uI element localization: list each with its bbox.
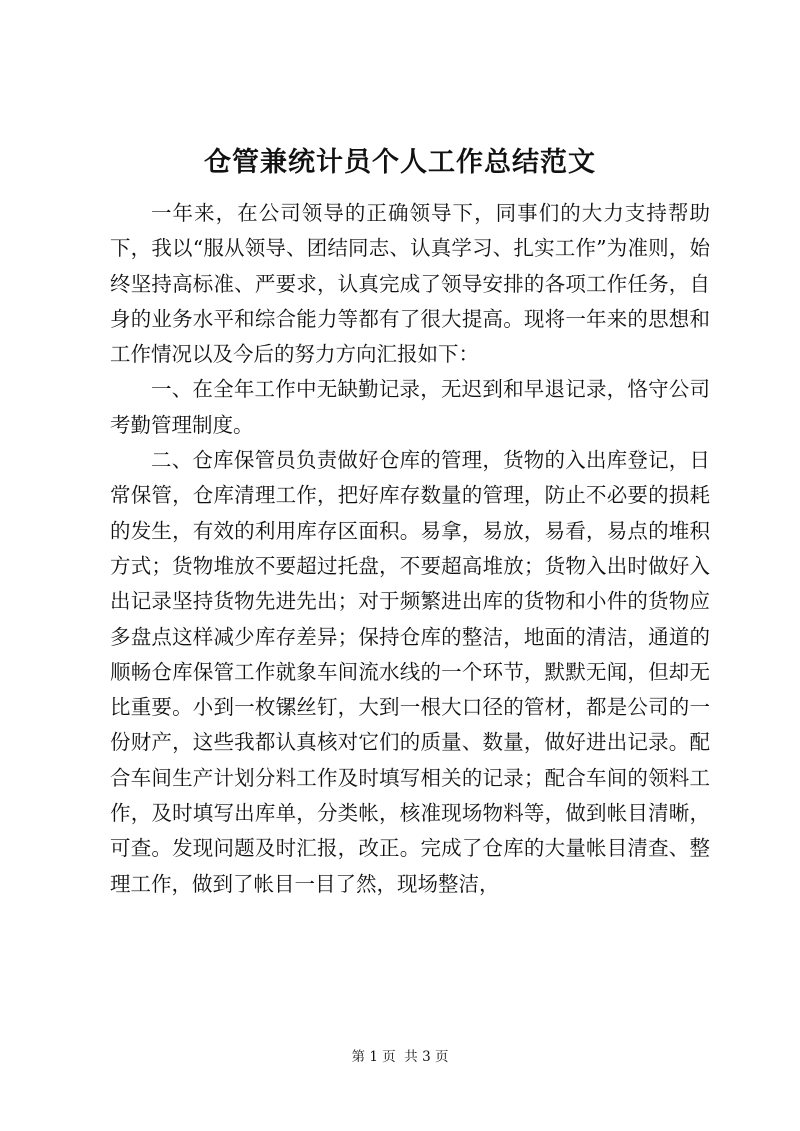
page-footer (0, 1045, 800, 1065)
paragraph-attendance: 一、在全年工作中无缺勤记录，无迟到和早退记录，恪守公司考勤管理制度。 (110, 377, 710, 437)
paragraph-warehouse-duties: 二、仓库保管员负责做好仓库的管理，货物的入出库登记，日常保管，仓库清理工作，把好库存数量的管理，防止不必要的损耗的发生，有效的利用库存区面积。易拿，易放，易看，易点的堆积方式；货物堆放不要超过托盘，不要超高堆放；货物入出时做好入出记录坚持货物先进先出；对于频繁进出库的货物和小件的货物应多盘点这样减少库存差异；保持仓库的整洁，地面的清洁，通道的顺畅仓库保管工作就象车间流水线的一个环节，默默无闻，但却无比重要。小到一枚镙丝钉，大到一根大口径的管材，都是公司的一份财产，这些我都认真核对它们的质量、数量，做好进出记录。配合车间生产计划分料工作及时填写相关的记录；配合车间的领料工作，及时填写出库单，分类帐，核准现场物料等，做到帐目清晰，可查。发现问题及时汇报，改正。完成了仓库的大量帐目清查、整理工作，做到了帐目一目了然，现场整洁， (110, 448, 710, 896)
document-title: 仓管兼统计员个人工作总结范文 (204, 147, 596, 178)
paragraph-intro: 一年来，在公司领导的正确领导下，同事们的大力支持帮助下，我以“服从领导、团结同志、认真学习、扎实工作”为准则，始终坚持高标准、严要求，认真完成了领导安排的各项工作任务，自身的业务水平和综合能力等都有了很大提高。现将一年来的思想和工作情况以及今后的努力方向汇报如下： (110, 201, 710, 367)
document-body (110, 196, 710, 902)
page-number: 第 1 页 共 3 页 (351, 1049, 449, 1065)
